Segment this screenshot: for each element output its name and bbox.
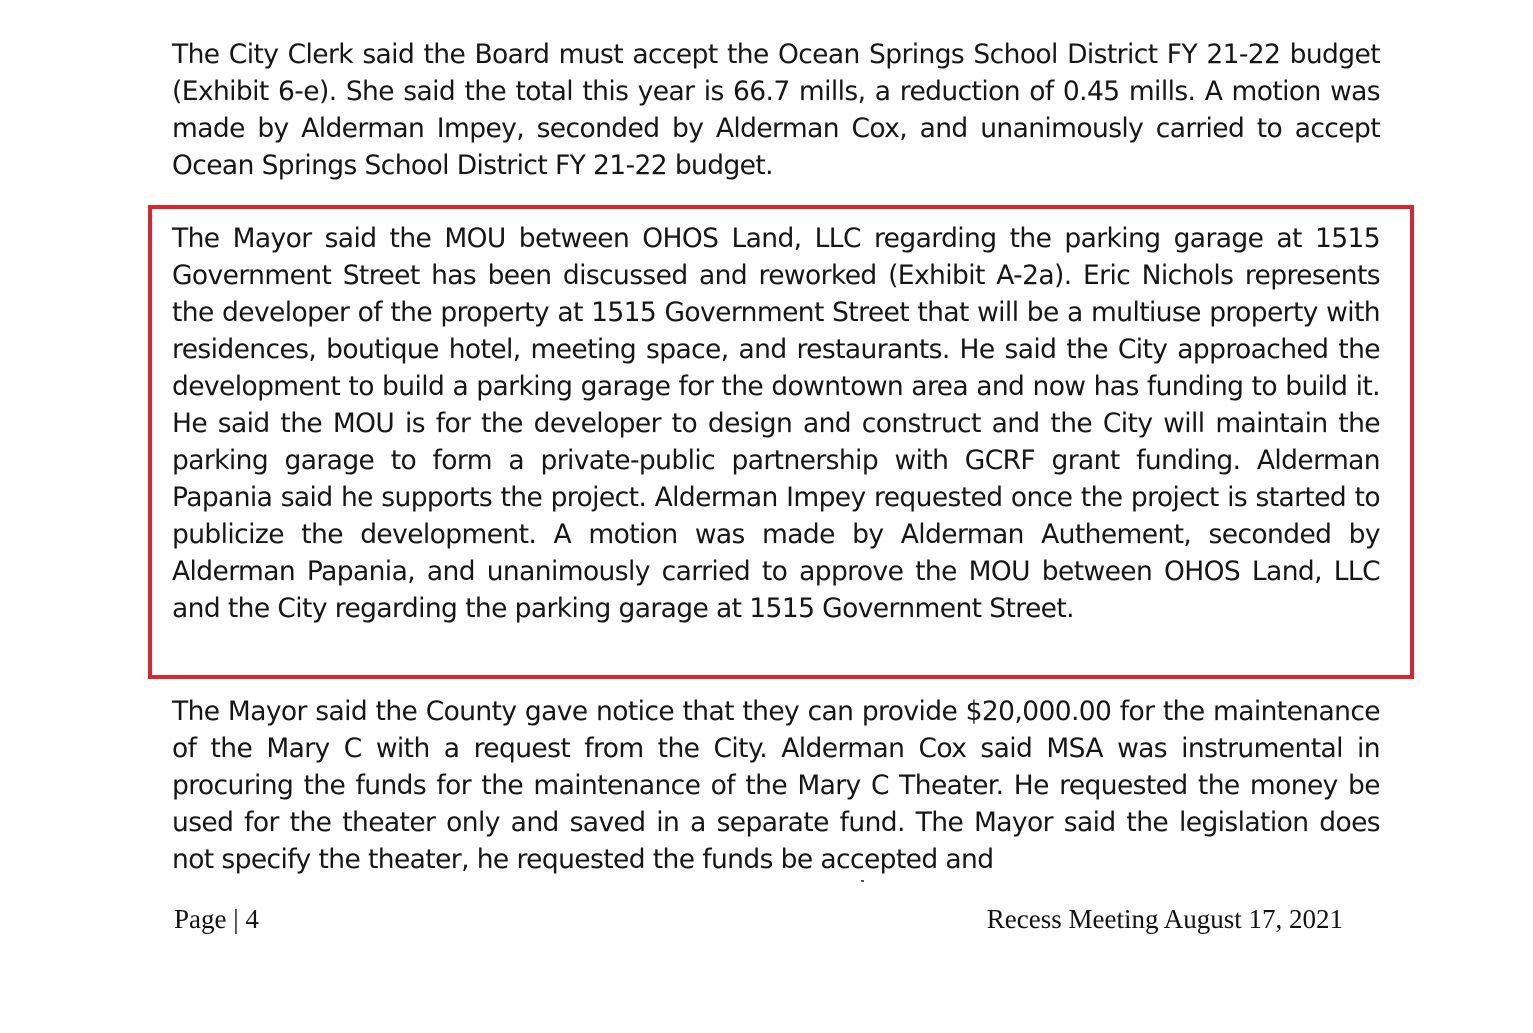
paragraph-mary-c-funds: The Mayor said the County gave notice that they can provide $20,000.00 for the maintenance of the Mary C with a request from the City. Alderman Cox said MSA was instrumental in procuring the funds for the maintenance of the Mary C Theater. He requested the money be used for the theater only and saved in a separate fund. The Mayor said the legislation does not specify the theater, he requested the funds be accepted and bbox=[172, 696, 1380, 875]
scan-speck bbox=[861, 880, 864, 882]
paragraph-mou-parking-garage: The Mayor said the MOU between OHOS Land, LLC regarding the parking garage at 1515 Government Street has been discussed and reworked (Exhibit A-2a). Eric Nichols represents the developer of the property at 1515 Government Street that will be a multiuse property with residences, boutique hotel, meeting space, and restaurants. He said the City approached the development to build a parking garage for the downtown area and now has funding to build it. He said the MOU is for the developer to design and construct and the City will maintain the parking garage to form a private-public partnership with GCRF grant funding. Alderman Papania said he supports the project. Alderman Impey requested once the project is started to publicize the development. A motion was made by Alderman Authement, seconded by Alderman Papania, and unanimously carried to approve the MOU between OHOS Land, LLC and the City regarding the parking garage at 1515 Government Street. bbox=[172, 223, 1380, 624]
paragraph-school-district-budget: The City Clerk said the Board must accept the Ocean Springs School District FY 21-22 budget (Exhibit 6-e). She said the total this year is 66.7 mills, a reduction of 0.45 mills. A motion was made by Alderman Impey, seconded by Alderman Cox, and unanimously carried to accept Ocean Springs School District FY 21-22 budget. bbox=[172, 39, 1380, 181]
meeting-date-footer: Recess Meeting August 17, 2021 bbox=[986, 904, 1343, 934]
page-number: Page | 4 bbox=[174, 904, 259, 934]
